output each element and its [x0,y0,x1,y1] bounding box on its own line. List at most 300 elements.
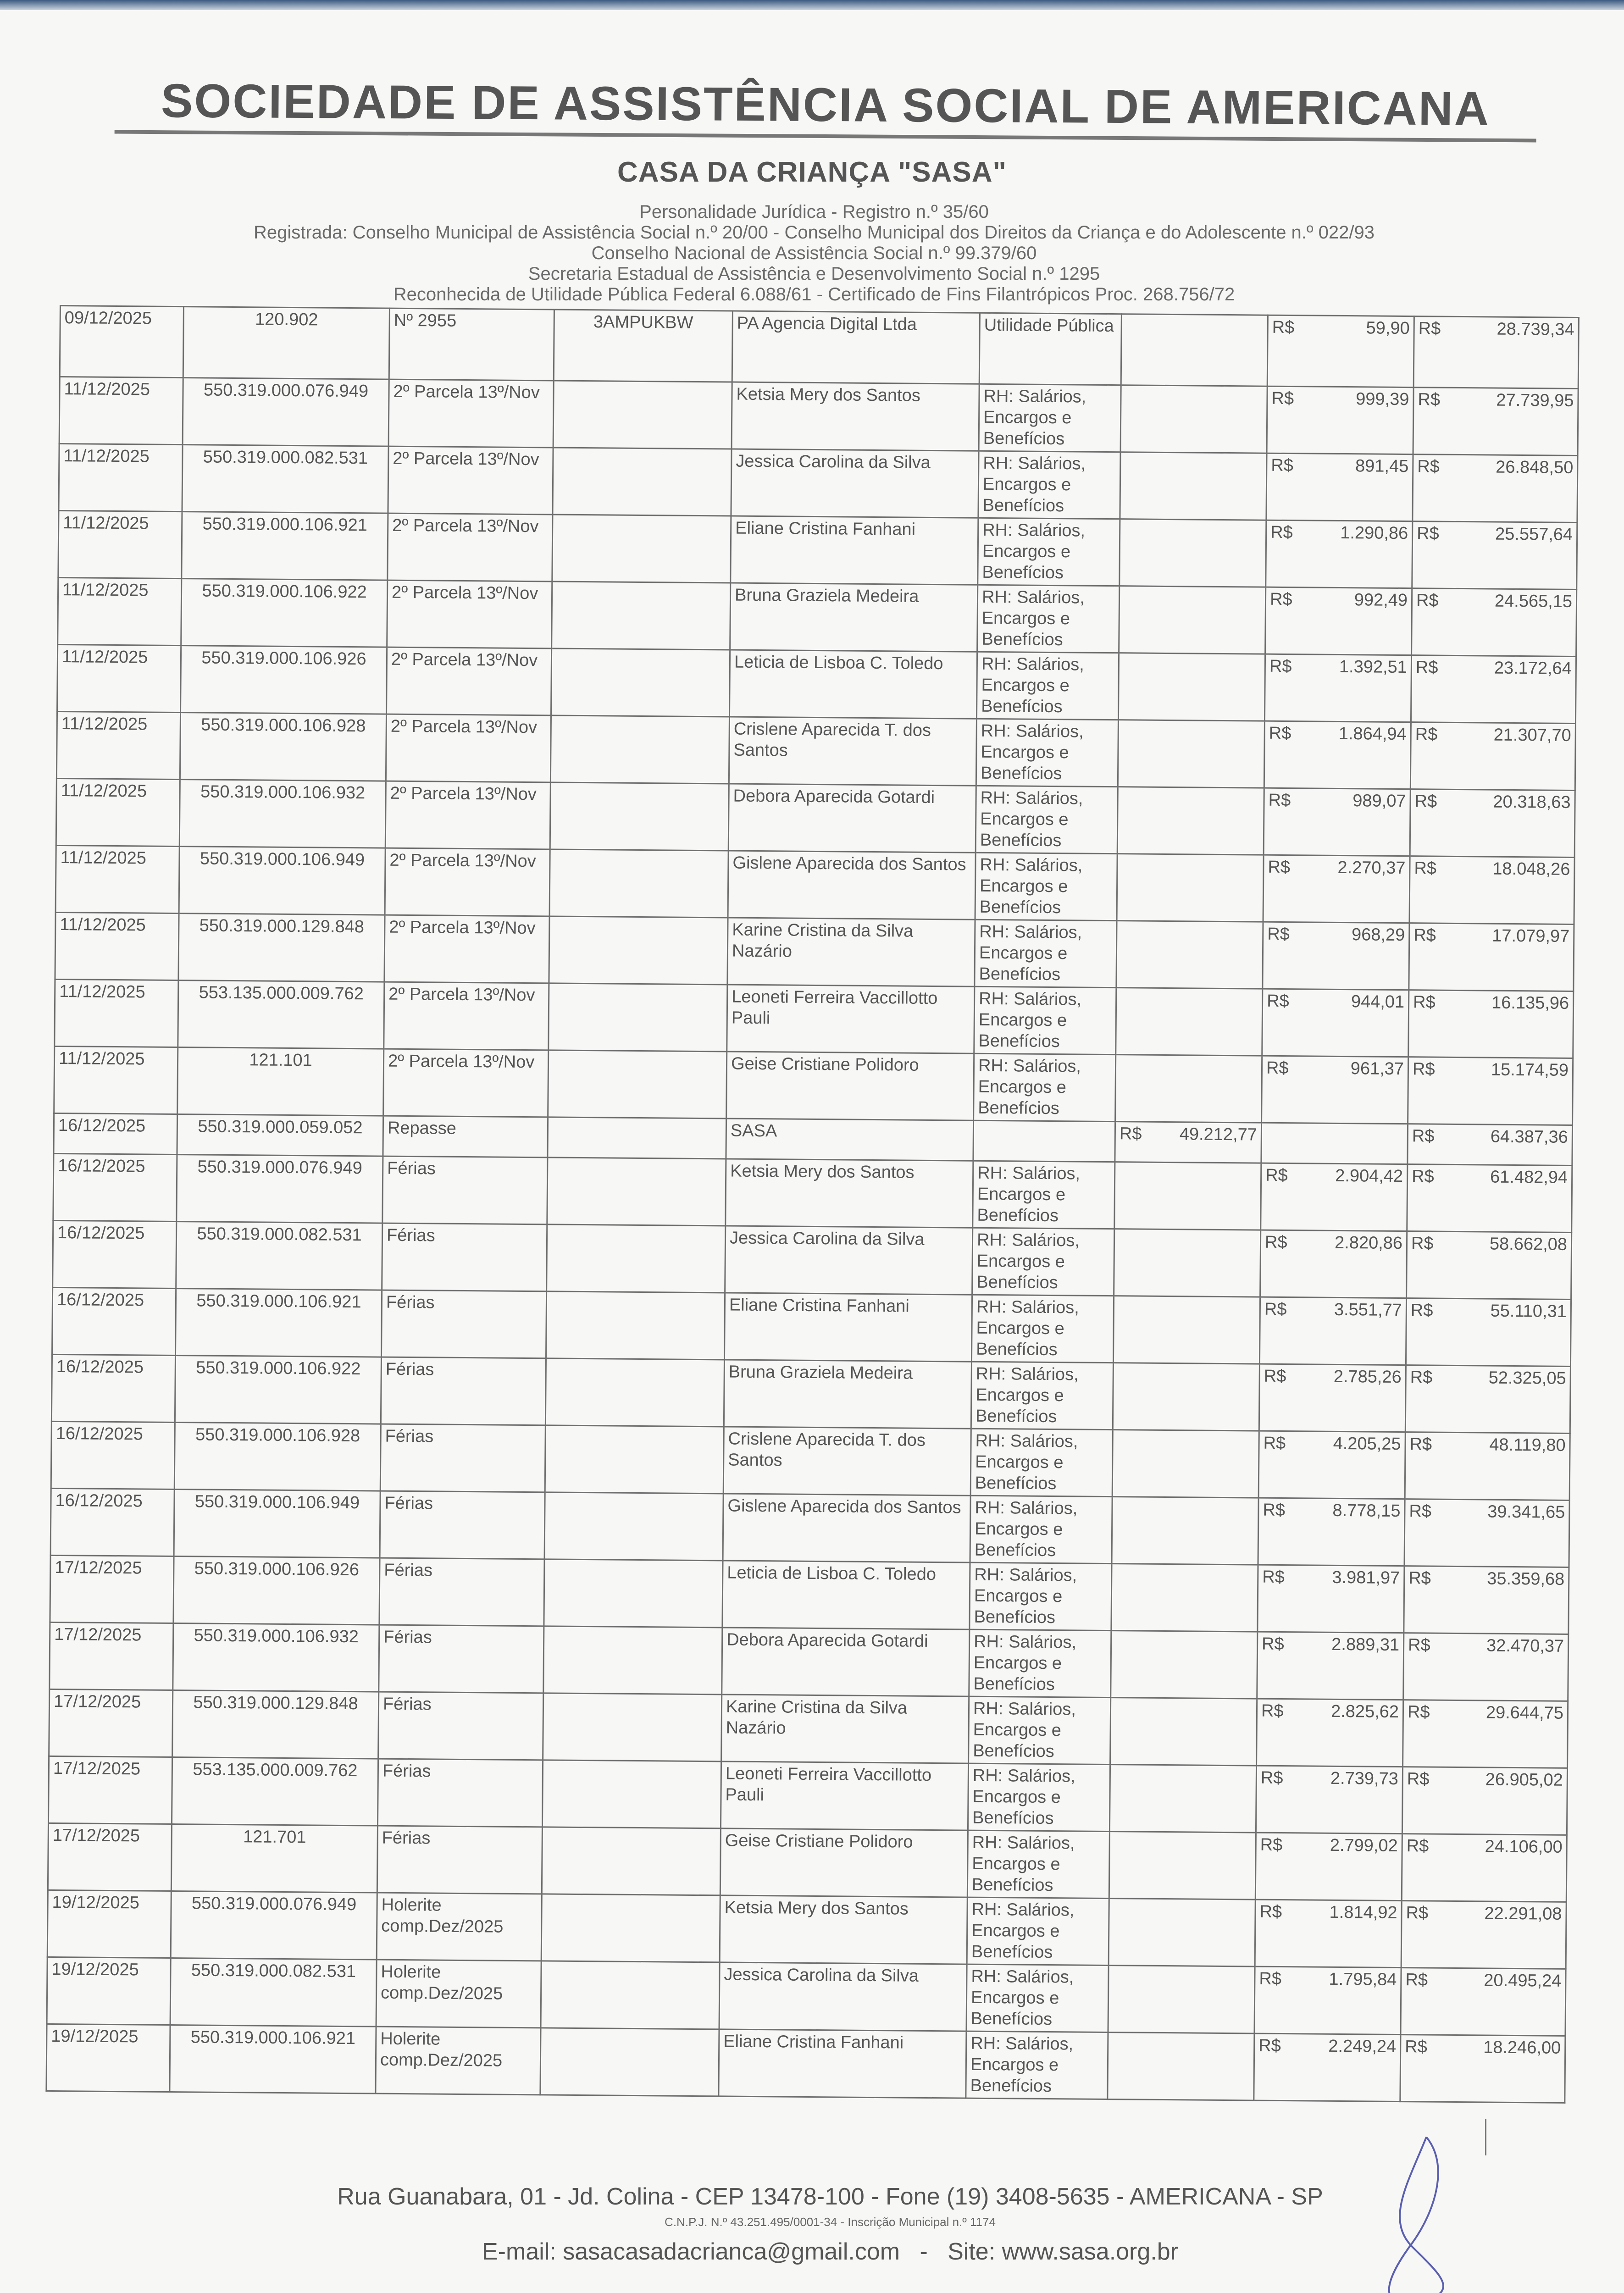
debit-amount [1264,1366,1402,1388]
entry-date: 16/12/2025 [52,1287,176,1355]
balance-amount [1405,2036,1561,2059]
debit-amount [1269,656,1407,678]
currency-symbol: R$ [1263,1433,1286,1453]
amount-value: 18.246,00 [1483,2038,1561,2058]
currency-symbol: R$ [1416,591,1439,610]
entry-code [543,1626,722,1695]
amount-value: 20.318,63 [1493,792,1571,812]
entry-description: 2º Parcela 13º/Nov [388,379,554,448]
payee-name: SASA [726,1119,974,1161]
table-rule-extension [1485,2119,1486,2155]
amount-value: 35.359,68 [1487,1569,1565,1589]
entry-description: Holerite comp.Dez/2025 [376,1960,541,2028]
debit-amount [1271,455,1408,477]
entry-code [546,1291,725,1360]
entry-description: 2º Parcela 13º/Nov [386,714,551,782]
debit-amount [1264,1299,1402,1321]
entry-date: 16/12/2025 [53,1220,177,1288]
amount-value: 58.662,08 [1489,1234,1568,1254]
balance-amount [1413,1058,1569,1081]
document-number: 550.319.000.106.921 [182,512,388,581]
currency-symbol: R$ [1409,1501,1432,1521]
amount-value: 16.135,96 [1491,993,1569,1013]
payee-name: Geise Cristiane Polidoro [726,1052,974,1120]
ledger-row [51,1354,1570,1433]
currency-symbol: R$ [1412,1059,1435,1079]
amount-value: 20.495,24 [1484,1971,1562,1991]
payee-name: Leoneti Ferreira Vaccillotto Pauli [727,985,975,1053]
amount-value: 59,90 [1366,318,1410,338]
entry-code [543,1693,722,1761]
ledger-row [56,778,1575,857]
debit-amount [1270,522,1408,544]
expense-category: RH: Salários, Encargos e Benefícios [974,986,1116,1054]
currency-symbol: R$ [1261,1634,1284,1654]
ledger-row [48,1823,1567,1902]
document-number: 553.135.000.009.762 [178,980,384,1049]
currency-symbol: R$ [1269,656,1292,676]
debit-amount-cell [1257,1632,1404,1700]
expense-category: RH: Salários, Encargos e Benefícios [978,518,1120,586]
amount-value: 2.785,26 [1333,1367,1402,1387]
amount-value: 28.739,34 [1497,319,1574,339]
balance-amount [1416,590,1572,612]
ledger-row [58,510,1577,589]
currency-symbol: R$ [1415,658,1438,677]
credit-amount-cell [1114,1229,1261,1297]
ledger-row [59,444,1578,523]
amount-value: 2.249,24 [1328,2036,1397,2057]
amount-value: 1.814,92 [1329,1902,1397,1923]
footer-cnpj: C.N.P.J. N.º 43.251.495/0001-34 - Inscrição Municipal n.º 1174 [665,2215,996,2229]
amount-value: 24.106,00 [1485,1837,1563,1857]
document-number: 120.902 [183,307,389,380]
amount-value: 1.864,94 [1338,724,1407,744]
payee-name: Bruna Graziela Medeira [724,1360,971,1429]
balance-amount-cell [1412,521,1577,590]
amount-value: 18.048,26 [1492,859,1570,879]
currency-symbol: R$ [1259,1902,1282,1922]
debit-amount [1258,2035,1396,2057]
ledger-row [55,845,1574,924]
balance-amount [1415,724,1571,746]
amount-value: 2.799,02 [1330,1835,1398,1856]
amount-value: 2.889,31 [1331,1634,1400,1655]
debit-amount [1259,1901,1397,1923]
entry-code [549,916,728,985]
entry-description: Férias [377,1826,542,1894]
amount-value: 944,01 [1351,992,1405,1012]
entry-date: 17/12/2025 [48,1756,172,1824]
amount-value: 64.387,36 [1490,1127,1569,1147]
entry-description: Férias [382,1156,548,1224]
currency-symbol: R$ [1409,1435,1432,1454]
document-number: 121.701 [171,1824,377,1893]
expense-category: RH: Salários, Encargos e Benefícios [976,652,1119,720]
signature-icon [1358,2128,1477,2293]
currency-symbol: R$ [1414,858,1437,878]
ledger-row [47,1890,1566,1969]
debit-amount-cell [1261,1163,1408,1231]
balance-amount [1413,925,1569,947]
amount-value: 891,45 [1355,456,1409,476]
amount-value: 999,39 [1356,389,1409,410]
debit-amount [1263,1433,1401,1455]
debit-amount [1259,1968,1397,1990]
amount-value: 968,29 [1351,925,1405,945]
debit-amount [1272,317,1410,339]
document-number: 550.319.000.106.926 [181,646,387,714]
document-number: 550.319.000.106.921 [176,1289,382,1357]
entry-date: 11/12/2025 [54,1046,178,1114]
expense-category: RH: Salários, Encargos e Benefícios [971,1362,1113,1429]
document-number: 550.319.000.082.531 [170,1958,377,2027]
currency-symbol: R$ [1407,1769,1430,1789]
amount-value: 23.172,64 [1494,658,1572,678]
debit-amount [1265,1232,1402,1254]
balance-amount-cell [1408,990,1574,1058]
currency-symbol: R$ [1265,1165,1288,1185]
expense-category: RH: Salários, Encargos e Benefícios [966,1964,1109,2032]
balance-amount [1412,1166,1568,1188]
document-number: 550.319.000.106.932 [173,1623,379,1692]
expense-category: RH: Salários, Encargos e Benefícios [974,1053,1116,1121]
ledger-row [50,1555,1569,1634]
entry-code [548,1117,726,1159]
expense-category [973,1120,1115,1162]
document-number: 550.319.000.106.921 [170,2025,376,2094]
payee-name: Crislene Aparecida T. dos Santos [729,717,976,786]
ledger-row [58,577,1577,656]
entry-description: Férias [382,1290,547,1358]
document-number: 550.319.000.129.848 [178,914,385,982]
entry-description: Repasse [383,1116,548,1158]
credit-amount-cell [1118,653,1265,721]
entry-description: 2º Parcela 13º/Nov [387,580,552,648]
currency-symbol: R$ [1119,1124,1142,1144]
currency-symbol: R$ [1417,457,1440,476]
amount-value: 52.325,05 [1488,1368,1566,1388]
entry-code [549,983,727,1052]
debit-amount-cell [1258,1498,1405,1566]
expense-category: RH: Salários, Encargos e Benefícios [971,1295,1114,1363]
debit-amount-cell [1262,989,1409,1057]
expense-category: RH: Salários, Encargos e Benefícios [969,1629,1111,1697]
entry-description: Férias [380,1424,545,1492]
payee-name: Geise Cristiane Polidoro [720,1828,968,1897]
amount-value: 989,07 [1352,791,1406,811]
entry-date: 11/12/2025 [56,711,180,779]
debit-amount-cell [1258,1431,1405,1499]
balance-amount-cell [1406,1298,1571,1367]
entry-description: Férias [378,1692,543,1760]
document-number: 550.319.000.129.848 [172,1690,379,1759]
ledger-table [45,305,1579,2104]
debit-amount-cell [1267,315,1414,388]
entry-code: 3AMPUKBW [554,310,732,382]
debit-amount [1267,991,1404,1013]
currency-symbol: R$ [1408,1568,1431,1588]
ledger-row [50,1622,1569,1701]
entry-date: 16/12/2025 [54,1113,177,1154]
entry-date: 11/12/2025 [58,510,182,578]
credit-amount-cell [1115,1122,1262,1163]
debit-amount [1262,1634,1399,1656]
document-number: 550.319.000.106.922 [181,579,388,648]
entry-code [542,1827,721,1895]
entry-date: 11/12/2025 [59,444,183,512]
amount-value: 55.110,31 [1490,1301,1567,1321]
balance-amount-cell [1408,1057,1573,1125]
expense-category: RH: Salários, Encargos e Benefícios [975,853,1117,920]
payee-name: Jessica Carolina da Silva [719,1962,967,2031]
currency-symbol: R$ [1264,1232,1287,1252]
credit-amount-cell [1121,314,1268,387]
ledger-row [55,912,1574,991]
balance-amount [1412,1125,1568,1148]
currency-symbol: R$ [1418,390,1441,410]
debit-amount-cell [1263,922,1409,990]
debit-amount-cell [1257,1699,1403,1767]
balance-amount-cell [1407,1164,1572,1233]
currency-symbol: R$ [1268,857,1291,877]
entry-code [544,1559,723,1628]
ledger-row [51,1421,1570,1500]
credit-amount-cell [1115,1055,1262,1123]
entry-date: 17/12/2025 [48,1823,172,1891]
credit-amount-cell [1114,1162,1261,1230]
entry-date: 16/12/2025 [51,1421,175,1489]
currency-symbol: R$ [1270,522,1293,543]
amount-value: 3.981,97 [1332,1567,1400,1588]
ledger-row [49,1689,1568,1768]
footer-address: Rua Guanabara, 01 - Jd. Colina - CEP 13478-100 - Fone (19) 3408-5635 - AMERICANA - SP [337,2183,1323,2210]
currency-symbol: R$ [1266,991,1289,1011]
entry-date: 16/12/2025 [50,1488,174,1556]
payee-name: Gislene Aparecida dos Santos [723,1494,970,1562]
currency-symbol: R$ [1269,723,1291,743]
balance-amount [1411,1233,1567,1255]
payee-name: Eliane Cristina Fanhani [719,2029,966,2098]
ledger-row [50,1488,1569,1567]
document-number: 550.319.000.106.926 [173,1556,380,1625]
document-number: 550.319.000.106.949 [179,847,385,915]
debit-amount-cell [1254,2033,1401,2102]
amount-value: 48.119,80 [1489,1435,1566,1455]
currency-symbol: R$ [1260,1768,1283,1788]
balance-amount-cell [1410,722,1575,791]
payee-name: Leticia de Lisboa C. Toledo [722,1561,970,1629]
credit-amount [1120,1123,1257,1145]
balance-amount [1414,858,1570,880]
ledger-row [60,306,1579,389]
currency-symbol: R$ [1405,1970,1428,1990]
currency-symbol: R$ [1271,388,1294,409]
debit-amount-cell [1255,1833,1402,1901]
document-number: 550.319.000.106.949 [174,1490,380,1558]
balance-amount-cell [1400,2035,1565,2103]
entry-date: 17/12/2025 [50,1622,173,1690]
document-number: 550.319.000.076.949 [171,1891,377,1960]
footer-contact: E-mail: sasacasadacrianca@gmail.com - Site: www.sasa.org.br [482,2238,1178,2265]
balance-amount [1414,791,1570,813]
payee-name: PA Agencia Digital Ltda [732,311,980,384]
debit-amount-cell [1267,386,1413,454]
amount-value: 2.904,42 [1335,1166,1403,1186]
balance-amount [1419,318,1574,340]
debit-amount [1261,1700,1399,1723]
balance-amount [1417,456,1573,478]
credit-amount-cell [1110,1698,1257,1766]
debit-amount-cell [1260,1230,1407,1298]
organization-subtitle: CASA DA CRIANÇA "SASA" [617,156,1007,188]
currency-symbol: R$ [1268,790,1291,810]
currency-symbol: R$ [1413,925,1436,945]
payee-name: Jessica Carolina da Silva [731,449,979,518]
entry-code [547,1224,726,1293]
balance-amount-cell [1404,1566,1569,1634]
debit-amount [1270,589,1408,611]
credit-amount-cell [1119,586,1266,654]
payee-name: Leoneti Ferreira Vaccillotto Pauli [721,1761,968,1830]
debit-amount-cell [1256,1766,1402,1834]
credit-amount-cell [1120,519,1266,587]
payee-name: Debora Aparecida Gotardi [722,1628,970,1696]
expense-category: RH: Salários, Encargos e Benefícios [970,1562,1112,1630]
entry-date: 16/12/2025 [51,1354,175,1422]
balance-amount-cell [1413,388,1578,456]
balance-amount-cell [1413,454,1578,523]
balance-amount [1413,991,1569,1014]
expense-category: RH: Salários, Encargos e Benefícios [967,1830,1109,1898]
payee-name: Eliane Cristina Fanhani [724,1293,972,1362]
balance-amount [1407,1768,1563,1791]
ledger-row [54,1046,1573,1125]
balance-amount [1410,1367,1566,1389]
entry-code [551,648,730,717]
amount-value: 2.739,73 [1330,1768,1399,1789]
amount-value: 26.905,02 [1485,1770,1563,1790]
balance-amount-cell [1401,1968,1566,2036]
debit-amount [1271,388,1409,410]
debit-amount-cell [1266,453,1413,521]
debit-amount [1268,790,1406,812]
expense-category: RH: Salários, Encargos e Benefícios [970,1429,1113,1496]
ledger-row [48,1756,1567,1835]
payee-name: Ketsia Mery dos Santos [732,382,979,451]
debit-amount [1263,1500,1400,1522]
ledger-row [56,711,1575,790]
currency-symbol: R$ [1266,1058,1289,1078]
debit-amount-cell [1255,1900,1402,1968]
balance-amount [1406,1902,1562,1925]
debit-amount [1261,1767,1398,1789]
registration-line: Reconhecida de Utilidade Pública Federal 6.088/61 - Certificado de Fins Filantrópicos Proc. 268.756/72 [393,284,1235,305]
amount-value: 22.291,08 [1484,1904,1562,1924]
currency-symbol: R$ [1260,1835,1283,1855]
credit-amount-cell [1113,1363,1259,1431]
balance-amount-cell [1407,1231,1572,1300]
balance-amount [1416,657,1572,679]
expense-category: RH: Salários, Encargos e Benefícios [976,786,1118,853]
entry-code [545,1425,724,1494]
amount-value: 2.820,86 [1334,1233,1403,1253]
payee-name: Karine Cristina da Silva Nazário [721,1695,969,1763]
document-number: 550.319.000.106.922 [175,1356,381,1424]
credit-amount-cell [1117,854,1264,922]
entry-description: Férias [380,1491,545,1559]
entry-code [547,1158,726,1226]
ledger-row [47,1957,1566,2036]
entry-code [553,448,732,516]
balance-amount [1408,1634,1564,1657]
credit-amount-cell [1108,1966,1255,2034]
registration-line: Registrada: Conselho Municipal de Assistência Social n.º 20/00 - Conselho Municipal dos Direitos da Criança e do Adolescente n.º 022/93 [254,222,1375,243]
entry-description: Holerite comp.Dez/2025 [377,1893,542,1961]
amount-value: 4.205,25 [1333,1434,1401,1454]
document-number: 550.319.000.106.932 [179,780,386,848]
entry-code [550,782,729,851]
debit-amount [1269,723,1407,745]
entry-description: Férias [379,1625,544,1693]
amount-value: 39.341,65 [1487,1502,1565,1522]
entry-date: 17/12/2025 [50,1555,174,1623]
entry-date: 09/12/2025 [60,306,183,378]
credit-amount-cell [1109,1832,1256,1900]
credit-amount-cell [1109,1899,1255,1967]
credit-amount-cell [1120,452,1267,521]
entry-description: Férias [382,1223,547,1291]
balance-amount [1408,1701,1563,1724]
payee-name: Ketsia Mery dos Santos [720,1895,967,1964]
credit-amount-cell [1117,787,1264,855]
expense-category: RH: Salários, Encargos e Benefícios [979,384,1121,452]
entry-code [553,381,732,449]
expense-category: RH: Salários, Encargos e Benefícios [966,2031,1108,2099]
entry-code [550,715,729,784]
balance-amount [1407,1835,1563,1858]
registration-line: Personalidade Jurídica - Registro n.º 35/60 [639,202,989,222]
currency-symbol: R$ [1405,2037,1428,2057]
amount-value: 17.079,97 [1492,926,1570,946]
currency-symbol: R$ [1269,589,1292,609]
credit-amount-cell [1113,1296,1260,1364]
document-number: 550.319.000.082.531 [176,1222,382,1291]
document-number: 550.319.000.076.949 [177,1155,383,1224]
balance-amount-cell [1402,1767,1567,1835]
debit-amount-cell [1264,654,1411,722]
credit-amount-cell [1109,1765,1256,1833]
balance-amount-cell [1404,1499,1569,1567]
debit-amount-cell [1259,1364,1406,1432]
payee-name: Gislene Aparecida dos Santos [728,851,976,919]
balance-amount [1409,1501,1565,1523]
amount-value: 8.778,15 [1332,1501,1401,1521]
entry-description: 2º Parcela 13º/Nov [388,513,553,582]
currency-symbol: R$ [1262,1567,1285,1587]
organization-title: SOCIEDADE DE ASSISTÊNCIA SOCIAL DE AMERICANA [115,74,1537,143]
credit-amount-cell [1108,2033,1254,2101]
amount-value: 2.825,62 [1330,1701,1399,1722]
expense-category: RH: Salários, Encargos e Benefícios [973,1161,1115,1229]
amount-value: 26.848,50 [1496,457,1574,477]
amount-value: 29.644,75 [1485,1703,1564,1723]
debit-amount-cell [1263,855,1410,923]
entry-date: 17/12/2025 [49,1689,173,1757]
debit-amount-cell [1262,1056,1408,1124]
debit-amount-cell [1258,1565,1404,1633]
document-number: 553.135.000.009.762 [172,1757,378,1826]
